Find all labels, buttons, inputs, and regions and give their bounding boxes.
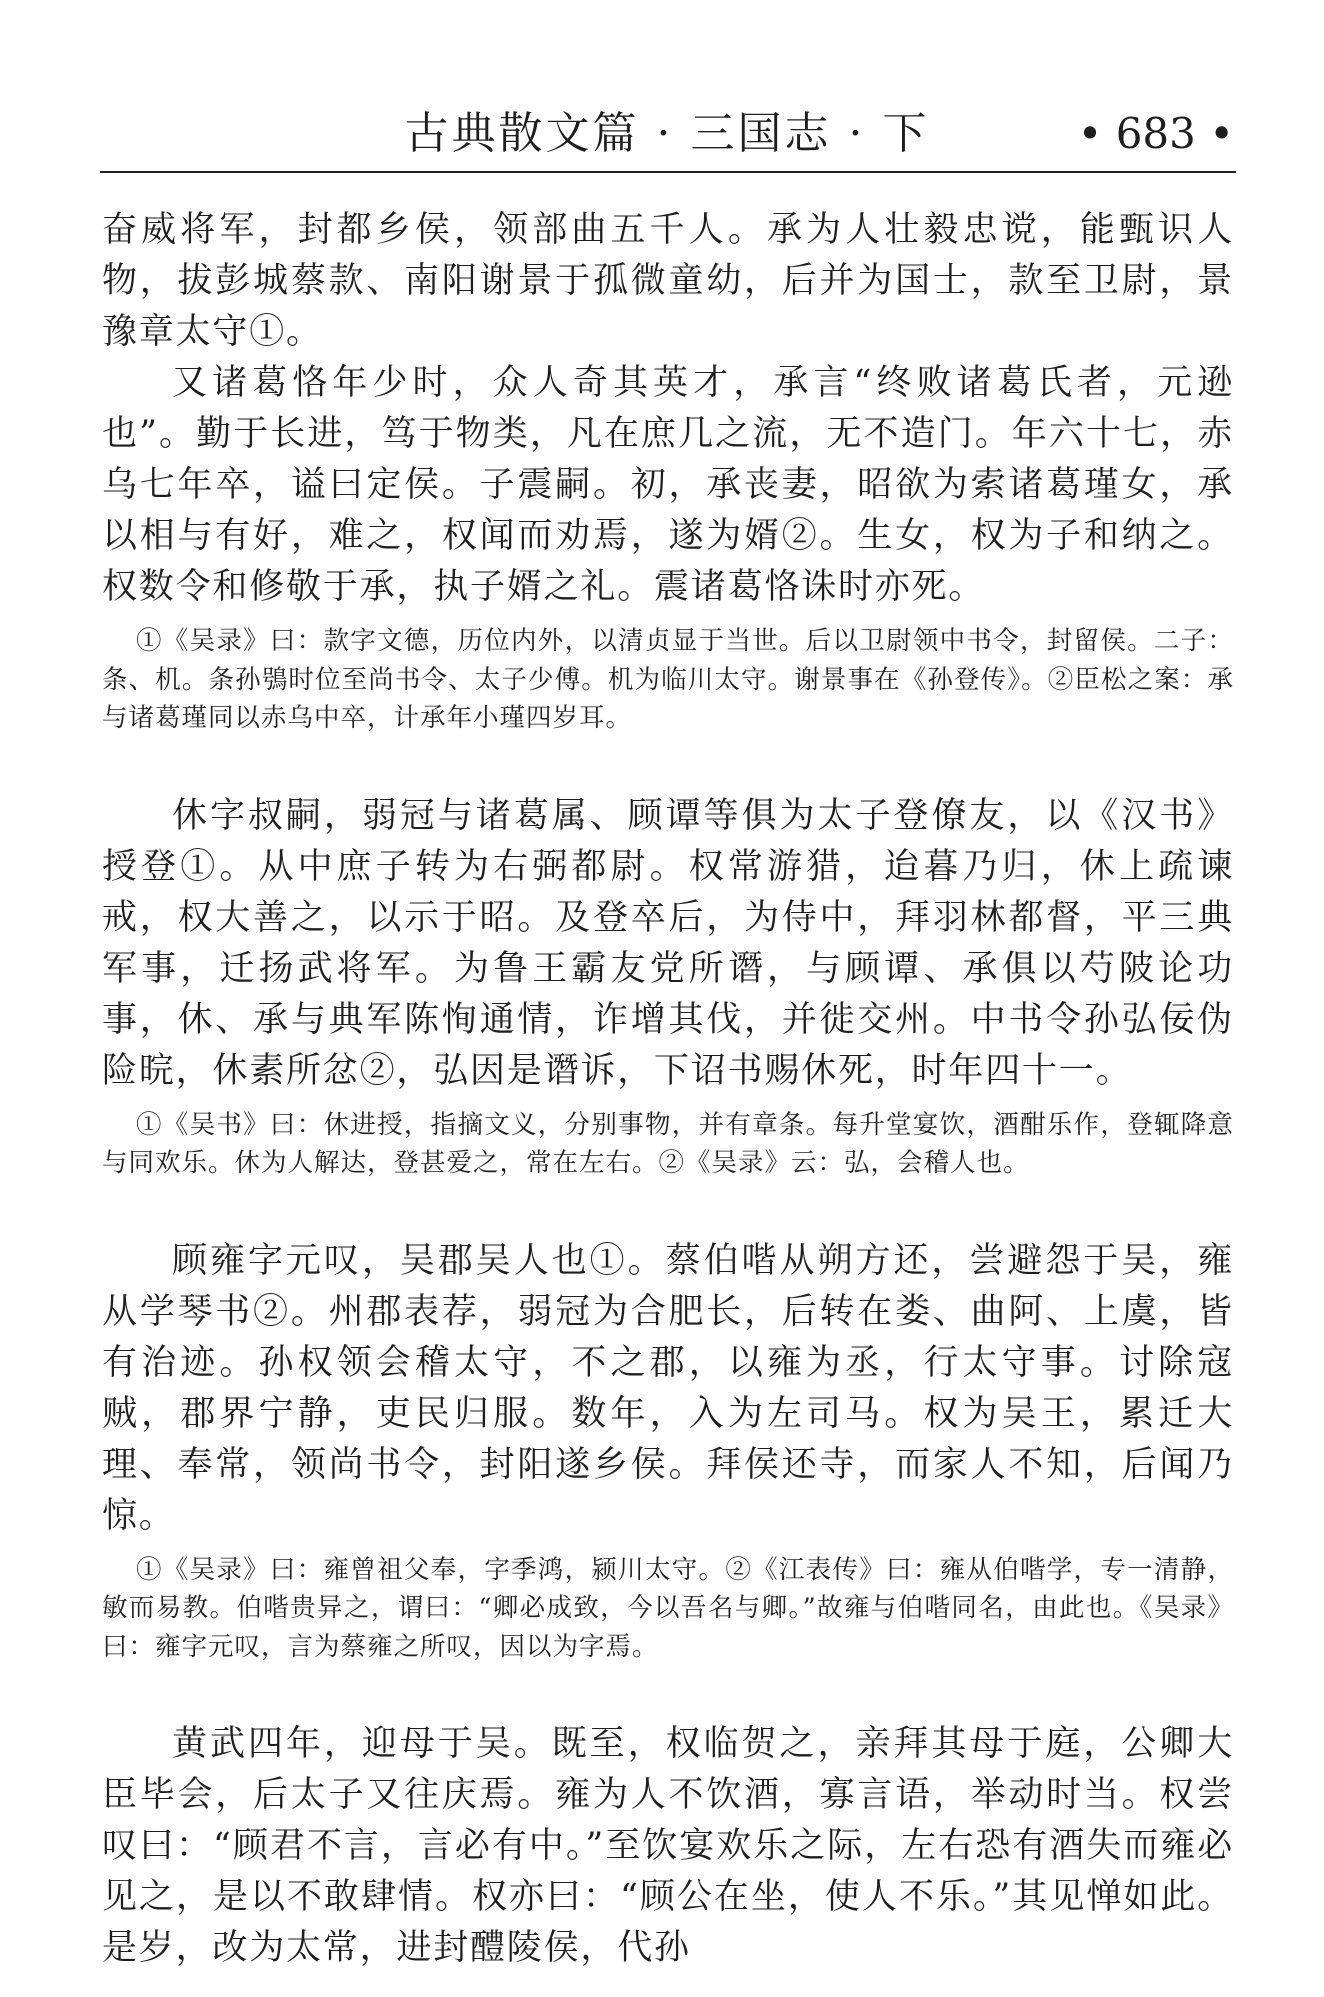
running-title: 古典散文篇 · 三国志 · 下 xyxy=(404,108,930,159)
section-gap xyxy=(102,1666,1234,1719)
page-body xyxy=(102,205,1234,1974)
body-paragraph: 奋威将军，封都乡侯，领部曲五千人。承为人壮毅忠谠，能甄识人物，拔彭城蔡款、南阳谢景于孤微童幼，后并为国士，款至卫尉，景豫章太守①。 xyxy=(102,210,1234,352)
annotation-note: ①《吴录》曰：雍曾祖父奉，字季鸿，颍川太守。②《江表传》曰：雍从伯喈学，专一清静，敏而易教。伯喈贵异之，谓曰：“卿必成致，今以吾名与卿。”故雍与伯喈同名，由此也。《吴录》曰：雍字元叹，言为蔡雍之所叹，因以为字焉。 xyxy=(102,1554,1234,1662)
header-rule xyxy=(100,171,1236,173)
body-paragraph: 顾雍字元叹，吴郡吴人也①。蔡伯喈从朔方还，尝避怨于吴，雍从学琴书②。州郡表荐，弱冠为合肥长，后转在娄、曲阿、上虞，皆有治迹。孙权领会稽太守，不之郡，以雍为丞，行太守事。讨除寇贼，郡界宁静，吏民归服。数年，入为左司马。权为吴王，累迁大理、奉常，领尚书令，封阳遂乡侯。拜侯还寺，而家人不知，后闻乃惊。 xyxy=(102,1240,1234,1536)
annotation-note: ①《吴录》曰：款字文德，历位内外，以清贞显于当世。后以卫尉领中书令，封留侯。二子：条、机。条孙鴞时位至尚书令、太子少傅。机为临川太守。谢景事在《孙登传》。②臣松之案：承与诸葛瑾同以赤乌中卒，计承年小瑾四岁耳。 xyxy=(102,626,1234,733)
body-paragraph: 又诸葛恪年少时，众人奇其英才，承言“终败诸葛氏者，元逊也”。勤于长进，笃于物类，凡在庶几之流，无不造门。年六十七，赤乌七年卒，谥曰定侯。子震嗣。初，承丧妻，昭欲为索诸葛瑾女，承以相与有好，难之，权闻而劝焉，遂为婿②。生女，权为子和纳之。权数令和修敬于承，执子婿之礼。震诸葛恪诛时亦死。 xyxy=(102,363,1234,607)
section-gap xyxy=(102,1183,1234,1236)
page-number: • 683 • xyxy=(1077,109,1234,158)
section-gap xyxy=(102,738,1234,791)
page-header xyxy=(100,105,1234,163)
body-paragraph: 休字叔嗣，弱冠与诸葛属、顾谭等俱为太子登僚友，以《汉书》授登①。从中庶子转为右弼都尉。权常游猎，迨暮乃归，休上疏谏戒，权大善之，以示于昭。及登卒后，为侍中，拜羽林都督，平三典军事，迁扬武将军。为鲁王霸友党所谮，与顾谭、承俱以芍陂论功事，休、承与典军陈恂通情，诈增其伐，并徙交州。中书令孙弘佞伪险晥，休素所忿②，弘因是谮诉，下诏书赐休死，时年四十一。 xyxy=(102,795,1234,1091)
body-paragraph: 黄武四年，迎母于吴。既至，权临贺之，亲拜其母于庭，公卿大臣毕会，后太子又往庆焉。雍为人不饮酒，寡言语，举动时当。权尝叹曰：“顾君不言，言必有中。”至饮宴欢乐之际，左右恐有酒失而雍必见之，是以不敢肆情。权亦曰：“顾公在坐，使人不乐。”其见惮如此。是岁，改为太常，进封醴陵侯，代孙 xyxy=(102,1724,1234,1968)
annotation-note: ①《吴书》曰：休进授，指摘文义，分别事物，并有章条。每升堂宴饮，酒酣乐作，登辄降意与同欢乐。休为人解达，登甚爱之，常在左右。②《吴录》云：弘，会稽人也。 xyxy=(102,1109,1234,1178)
